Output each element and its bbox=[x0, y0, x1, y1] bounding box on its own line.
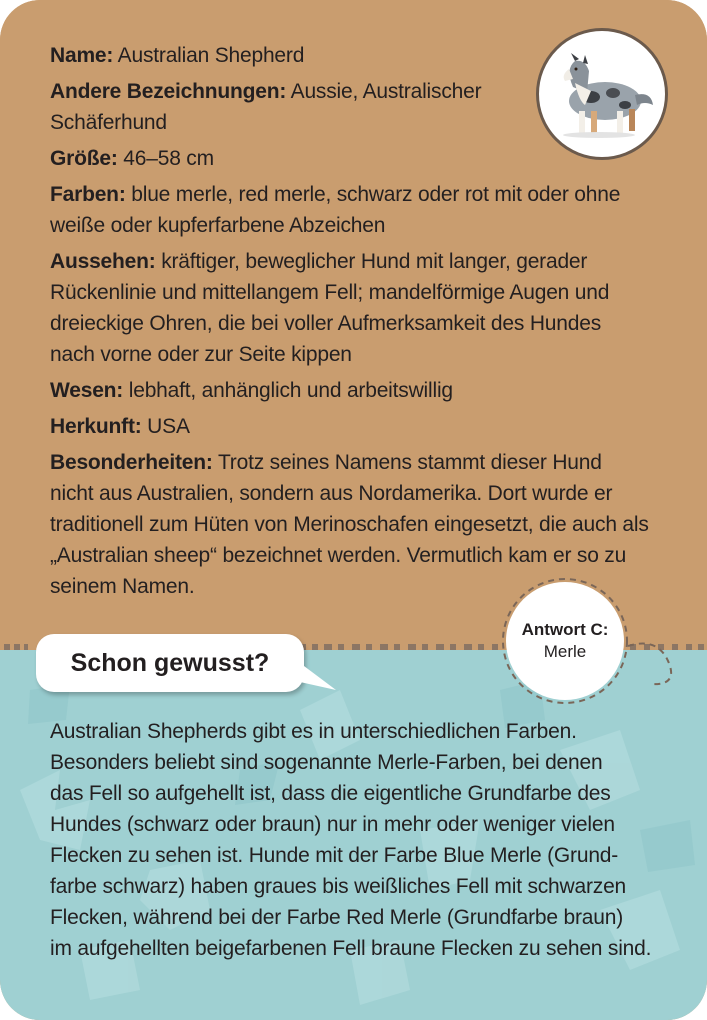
answer-badge bbox=[506, 582, 624, 700]
info-line: farbe schwarz) haben graues bis weißliches Fell mit schwarzen bbox=[50, 875, 627, 898]
fact-key: Name: bbox=[50, 44, 114, 67]
did-you-know-title: Schon gewusst? bbox=[70, 649, 270, 677]
fact-value: 46–58 cm bbox=[117, 147, 214, 170]
fact-colors bbox=[50, 179, 650, 241]
info-line: Flecken zu sehen ist. Hunde mit der Farbe Blue Merle (Grund- bbox=[50, 844, 619, 867]
info-line: Flecken, während bei der Farbe Red Merle (Grundfarbe braun) bbox=[50, 906, 623, 929]
info-line: im aufgehellten beigefarbenen Fell braune Flecken zu sehen sind. bbox=[50, 937, 652, 960]
fact-key: Aussehen: bbox=[50, 250, 156, 273]
fact-temperament bbox=[50, 375, 650, 406]
fact-value: lebhaft, anhänglich und arbeitswillig bbox=[123, 379, 453, 402]
fact-key: Wesen: bbox=[50, 379, 124, 402]
dog-portrait bbox=[536, 28, 668, 160]
info-line: Hundes (schwarz oder braun) nur in mehr oder weniger vielen bbox=[50, 813, 615, 836]
fact-key: Herkunft: bbox=[50, 415, 142, 438]
australian-shepherd-illustration bbox=[539, 31, 665, 157]
fact-value: USA bbox=[141, 415, 190, 438]
fact-value: kräftiger, beweglicher Hund mit langer, gerader Rückenlinie und mittellangem Fell; mandelförmige Augen und dreieckige Ohren, die bei voller Aufmerksamkeit des Hundes nach vorne oder zur Seite kippen bbox=[50, 250, 610, 366]
fact-value: Trotz seines Namens stammt dieser Hund nicht aus Australien, sondern aus Nordamerika. Dort wurde er traditionell zum Hüten von Merinoschafen eingesetzt, die auch als „Australian sheep“ bezeichnet werden. Vermutlich kam er so zu seinem Namen. bbox=[50, 451, 649, 598]
fact-origin bbox=[50, 411, 650, 442]
answer-value: Merle bbox=[543, 642, 587, 661]
fact-appearance bbox=[50, 246, 650, 370]
fact-value: Aussie, Australischer Schäferhund bbox=[50, 80, 482, 134]
info-line: Besonders beliebt sind sogenannte Merle-Farben, bei denen bbox=[50, 751, 603, 774]
info-text bbox=[50, 716, 670, 964]
fact-key: Größe: bbox=[50, 147, 118, 170]
fact-size bbox=[50, 143, 650, 174]
answer-label: Antwort C: bbox=[521, 620, 609, 639]
fact-value: blue merle, red merle, schwarz oder rot mit oder ohne weiße oder kupferfarbene Abzeichen bbox=[50, 183, 621, 237]
fact-key: Farben: bbox=[50, 183, 126, 206]
info-line: Australian Shepherds gibt es in unterschiedlichen Farben. bbox=[50, 720, 577, 743]
info-line: das Fell so aufgehellt ist, dass die eigentliche Grundfarbe des bbox=[50, 782, 611, 805]
fact-value: Australian Shepherd bbox=[113, 44, 305, 67]
fact-key: Andere Bezeichnungen: bbox=[50, 80, 287, 103]
fact-key: Besonderheiten: bbox=[50, 451, 213, 474]
